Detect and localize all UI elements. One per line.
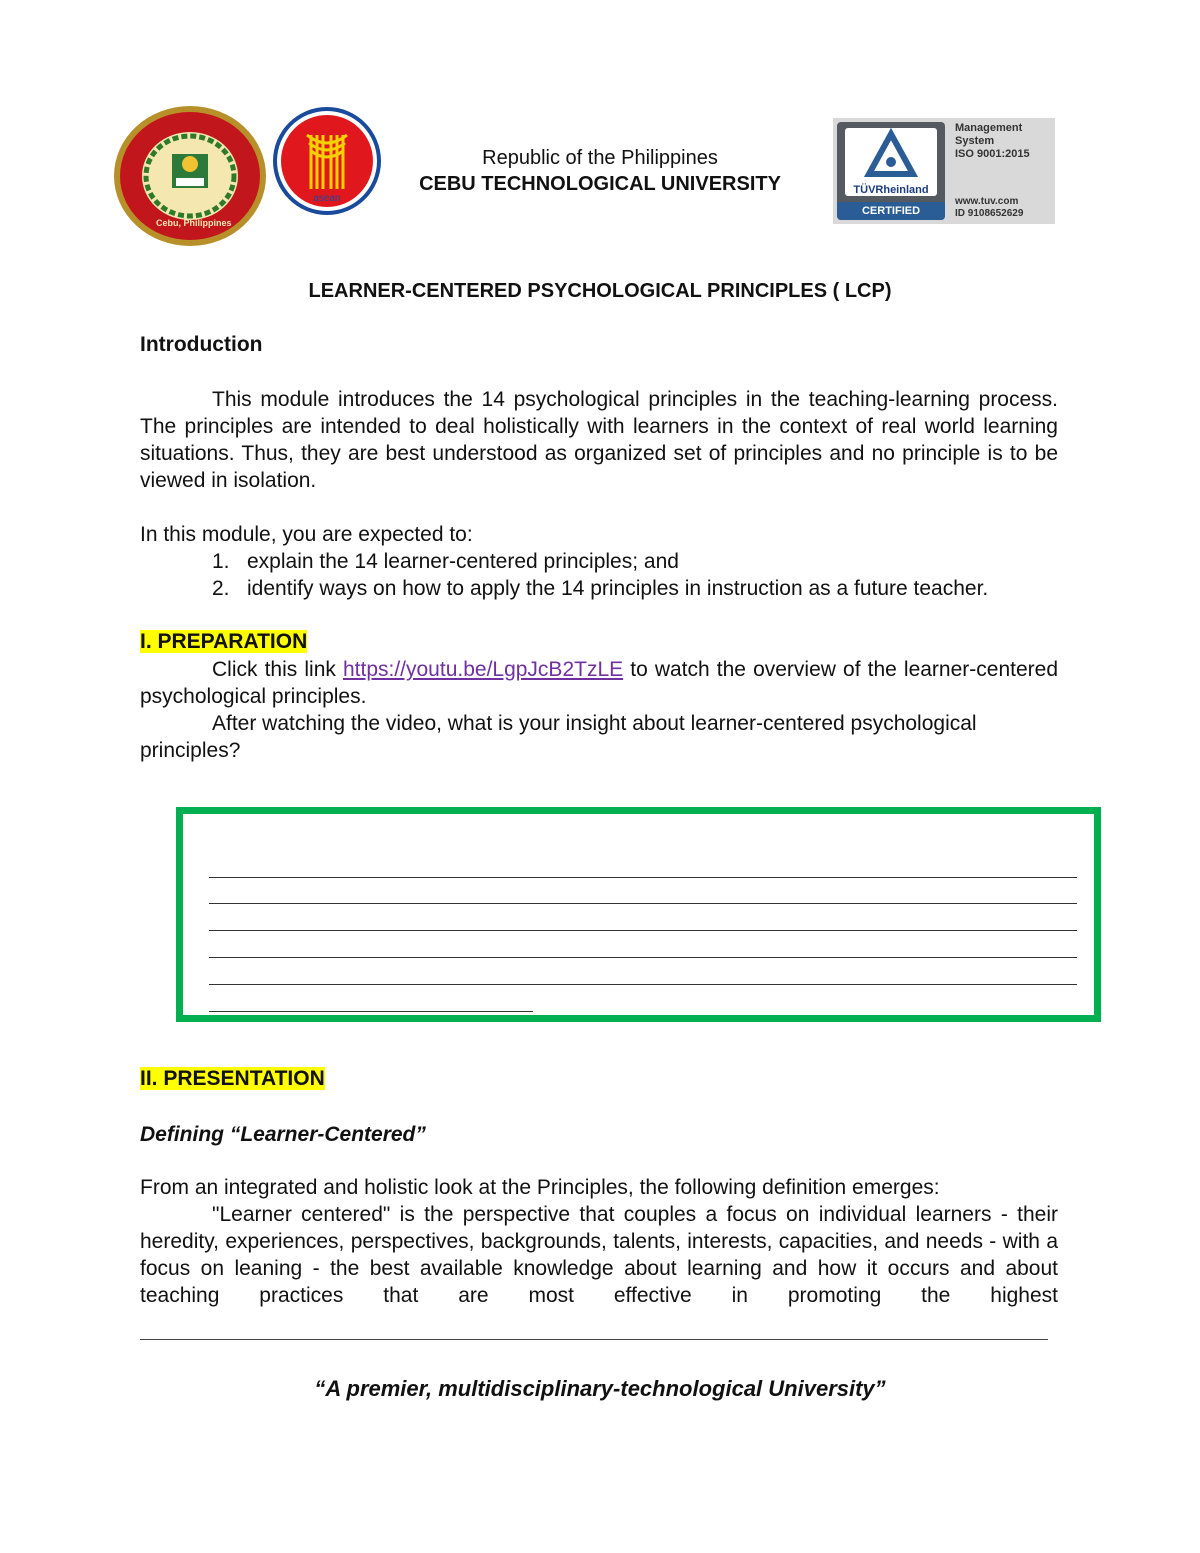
- preparation-instruction: [140, 656, 1058, 710]
- university-name: CEBU TECHNOLOGICAL UNIVERSITY: [419, 173, 781, 195]
- click-text: Click this link: [212, 658, 343, 681]
- preparation-question-text: After watching the video, what is your insight about learner-centered psychological principles?: [140, 712, 977, 762]
- tuv-badge: [837, 122, 945, 220]
- answer-line[interactable]: [209, 930, 1077, 931]
- click-after-text: to watch the overview of the learner-centered psychological principles.: [140, 658, 1058, 708]
- introduction-paragraph-text: This module introduces the 14 psychological principles in the teaching-learning process. The principles are intended to deal holistically with learners in the context of real world learning situations. Thus, they are best understood as organized set of principles and no principle is to be viewed in isolation.: [140, 388, 1058, 492]
- presentation-lead: From an integrated and holistic look at the Principles, the following definition emerges:: [140, 1176, 940, 1199]
- answer-line[interactable]: [209, 1011, 533, 1012]
- definition-text: "Learner centered" is the perspective that couples a focus on individual learners - their heredity, experiences, perspectives, backgrounds, talents, interests, capacities, and needs - with a focus on leaning - the best available knowledge about learning and how it occurs and about teaching practices that are most effective in promoting the highest: [140, 1203, 1058, 1307]
- preparation-heading-text: I. PREPARATION: [140, 630, 308, 653]
- preparation-question: [140, 710, 1058, 764]
- answer-line[interactable]: [209, 957, 1077, 958]
- header-text: [360, 145, 840, 197]
- university-motto: “A premier, multidisciplinary-technological University”: [314, 1376, 886, 1401]
- iso-id: ID 9108652629: [955, 208, 1024, 219]
- learner-centered-definition: [140, 1201, 1058, 1309]
- objectives-list: [140, 548, 1060, 602]
- iso-system-text: [955, 122, 1053, 161]
- answer-box[interactable]: [176, 807, 1101, 1022]
- iso-system-line2: System: [955, 135, 995, 147]
- iso-standard: ISO 9001:2015: [955, 148, 1030, 160]
- asean-label: asean: [313, 193, 341, 204]
- iso-certification-badge: [833, 118, 1055, 224]
- presentation-heading-text: II. PRESENTATION: [140, 1067, 325, 1090]
- tuv-brand: TÜVRheinland: [853, 184, 929, 196]
- presentation-heading: [140, 1065, 325, 1092]
- tuv-certified: CERTIFIED: [837, 202, 945, 220]
- objective-item: [140, 575, 1060, 602]
- republic-line: Republic of the Philippines: [482, 147, 718, 169]
- answer-line[interactable]: [209, 903, 1077, 904]
- iso-contact-text: [955, 196, 1053, 220]
- objective-number: 2.: [212, 577, 230, 600]
- objective-text: explain the 14 learner-centered principles; and: [247, 550, 679, 573]
- expectations-intro: In this module, you are expected to:: [140, 523, 473, 546]
- answer-line[interactable]: [209, 877, 1077, 878]
- iso-website: www.tuv.com: [955, 196, 1019, 207]
- objective-item: [140, 548, 1060, 575]
- preparation-heading: [140, 628, 307, 655]
- objective-text: identify ways on how to apply the 14 principles in instruction as a future teacher.: [247, 577, 989, 600]
- youtube-link[interactable]: https://youtu.be/LgpJcB2TzLE: [342, 658, 624, 681]
- introduction-heading: Introduction: [140, 333, 263, 356]
- document-title: LEARNER-CENTERED PSYCHOLOGICAL PRINCIPLES ( LCP): [308, 280, 892, 302]
- ctu-seal-place: Cebu, Philippines: [156, 218, 232, 228]
- footer-divider: [140, 1339, 1048, 1340]
- ctu-seal-logo: [112, 104, 268, 248]
- introduction-paragraph: [140, 386, 1058, 494]
- presentation-subheading: Defining “Learner-Centered”: [140, 1123, 426, 1146]
- iso-system-line1: Management: [955, 122, 1023, 134]
- objective-number: 1.: [212, 550, 230, 573]
- answer-line[interactable]: [209, 984, 1077, 985]
